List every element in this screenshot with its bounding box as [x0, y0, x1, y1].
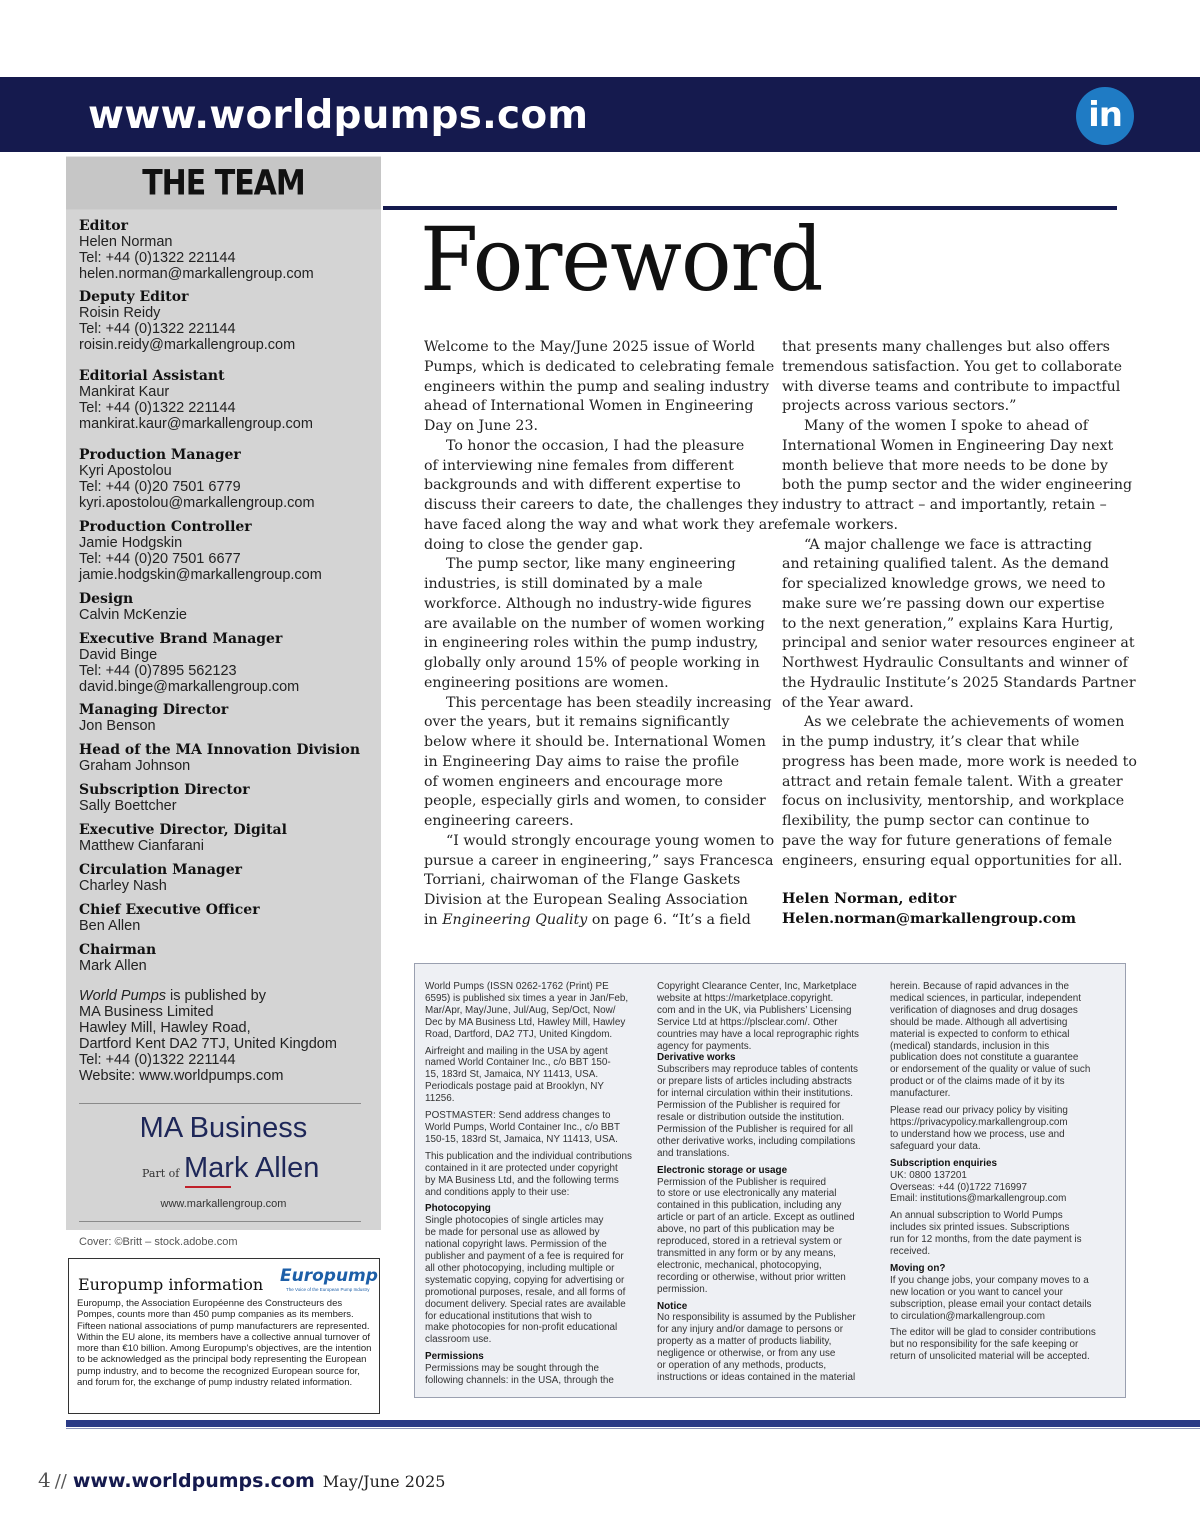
legal-line: received.: [890, 1246, 931, 1258]
article-line: of the Year award.: [782, 694, 914, 711]
issue-date: May/June 2025: [322, 1472, 446, 1491]
legal-line: or operation of any methods, products,: [657, 1360, 827, 1372]
legal-line: includes six printed issues. Subscriptions: [890, 1222, 1070, 1234]
role-title: Production Manager: [79, 447, 241, 463]
team-role: [79, 519, 322, 583]
europump-title: Europump information: [78, 1275, 264, 1294]
legal-line: and translations.: [657, 1147, 730, 1159]
role-detail: kyri.apostolou@markallengroup.com: [79, 495, 315, 511]
article-line: [424, 911, 764, 931]
legal-line: all other photocopying, including multiple or: [425, 1262, 615, 1274]
article-line: month believe that more needs to be done by: [782, 457, 1108, 474]
legal-line: If you change jobs, your company moves to a: [890, 1274, 1089, 1286]
publication-name: World Pumps: [79, 988, 167, 1004]
publisher-line: MA Business Limited: [79, 1004, 214, 1020]
article-line: principal and senior water resources engineer at: [782, 635, 1135, 652]
legal-line: World Pumps (ISSN 0262-1762 (Print) PE: [425, 981, 609, 992]
legal-line: to circulation@markallengroup.com: [890, 1310, 1045, 1322]
legal-line: https://privacypolicy.markallengroup.com: [890, 1116, 1068, 1128]
article-line: doing to close the gender gap.: [424, 536, 644, 553]
team-role: [79, 631, 299, 695]
article-line: Division at the European Sealing Association: [424, 892, 748, 908]
article-line: that presents many challenges but also offers: [782, 339, 1110, 355]
article-column-2: [782, 338, 1137, 930]
legal-line: or endorsement of the quality or value of such: [890, 1064, 1091, 1076]
legal-line: This publication and the individual contributions: [425, 1150, 632, 1162]
article-line: flexibility, the pump sector can continue to: [782, 813, 1090, 829]
team-role: [79, 368, 313, 432]
article-column-1: [424, 338, 783, 931]
legal-line: should be made. Although all advertising: [890, 1016, 1068, 1028]
publisher-line: Tel: +44 (0)1322 221144: [79, 1052, 236, 1068]
legal-line: Airfreight and mailing in the USA by agent: [425, 1045, 608, 1057]
legal-line: contained in this publication, including any: [657, 1200, 842, 1212]
legal-line: Please read our privacy policy by visiting: [890, 1105, 1068, 1117]
article-line: attract and retain female talent. With a greater: [782, 773, 1123, 790]
article-line: Welcome to the May/June 2025 issue of World: [424, 339, 755, 355]
bottom-rule-thin: [66, 1428, 1200, 1429]
article-line: engineering positions are women.: [424, 674, 669, 691]
cover-credit: Cover: ©Britt – stock.adobe.com: [79, 1236, 238, 1248]
publisher-line: Dartford Kent DA2 7TJ, United Kingdom: [79, 1036, 337, 1052]
legal-column-1: [425, 981, 655, 1387]
role-detail: mankirat.kaur@markallengroup.com: [79, 416, 313, 432]
article-line: To honor the occasion, I had the pleasure: [446, 437, 745, 454]
legal-line: national copyright laws. Permission of the: [425, 1239, 607, 1251]
legal-line: agency for payments.: [657, 1040, 752, 1052]
section-reference: Engineering Quality: [442, 911, 588, 928]
article-line: below where it should be. International Women: [424, 734, 766, 750]
legal-line: be made for personal use as allowed by: [425, 1227, 600, 1239]
publisher-intro: is published by: [166, 988, 266, 1004]
legal-line: Permission of the Publisher is required: [657, 1176, 827, 1188]
role-title: Subscription Director: [79, 782, 250, 798]
legal-column-3: [890, 981, 1120, 1363]
legal-line: (medical) standards, inclusion in this: [890, 1040, 1050, 1052]
legal-line: recording or otherwise, without prior written: [657, 1271, 846, 1283]
role-title: Executive Brand Manager: [79, 631, 283, 647]
article-line: tremendous satisfaction. You get to collaborate: [782, 358, 1123, 375]
legal-line: by MA Business Ltd, and the following terms: [425, 1174, 619, 1186]
role-title: Editorial Assistant: [79, 368, 225, 384]
legal-heading: Photocopying: [425, 1203, 491, 1215]
legal-line: Single photocopies of single articles may: [425, 1215, 604, 1227]
role-detail: Ben Allen: [79, 918, 141, 934]
legal-line: Mar/Apr, May/June, Jul/Aug, Sep/Oct, Now/: [425, 1004, 616, 1016]
article-line: in Engineering Day aims to raise the profile: [424, 753, 740, 770]
legal-line: classroom use.: [425, 1334, 492, 1346]
legal-line: Subscribers may reproduce tables of contents: [657, 1064, 858, 1076]
legal-line: reproduced, stored in a retrieval system or: [657, 1236, 842, 1248]
article-line: the Hydraulic Institute’s 2025 Standards Partner: [782, 674, 1136, 691]
role-detail: jamie.hodgskin@markallengroup.com: [79, 567, 322, 583]
role-detail: Tel: +44 (0)1322 221144: [79, 321, 236, 337]
publisher-line: Website: www.worldpumps.com: [79, 1068, 284, 1084]
footer-url[interactable]: www.worldpumps.com: [72, 1470, 315, 1492]
legal-line: Copyright Clearance Center, Inc, Marketplace: [657, 981, 857, 992]
article-line: Northwest Hydraulic Consultants and winner of: [782, 655, 1128, 671]
role-detail: Tel: +44 (0)1322 221144: [79, 250, 236, 266]
role-detail: Mankirat Kaur: [79, 384, 170, 400]
role-detail: Tel: +44 (0)20 7501 6779: [79, 479, 241, 495]
europump-box: [68, 1258, 380, 1414]
legal-box: [414, 963, 1126, 1398]
bottom-rule: [66, 1420, 1200, 1427]
publisher-line: Hawley Mill, Hawley Road,: [79, 1020, 251, 1036]
role-title: Design: [79, 591, 134, 607]
article-line: for specialized knowledge grows, we need to: [782, 576, 1106, 592]
role-detail: Jon Benson: [79, 718, 156, 734]
team-role: [79, 591, 187, 623]
article-line: engineers, ensuring equal opportunities for all.: [782, 852, 1123, 869]
page-number: 4: [38, 1468, 51, 1492]
article-line: make sure we’re passing down our expertise: [782, 595, 1105, 612]
mark-allen-logo: Mark Allen: [184, 1152, 320, 1184]
legal-line: product or of the claims made of it by its: [890, 1076, 1065, 1088]
legal-line: Permission of the Publisher is required for: [657, 1100, 841, 1112]
role-detail: Tel: +44 (0)7895 562123: [79, 663, 237, 679]
legal-line: verification of diagnoses and drug dosages: [890, 1004, 1078, 1016]
legal-line: medical sciences, in particular, independent: [890, 992, 1082, 1004]
legal-line: property as a matter of products liability,: [657, 1336, 832, 1348]
legal-line: The editor will be glad to consider contributions: [890, 1327, 1096, 1339]
logo-underline: [185, 1186, 231, 1188]
role-detail: david.binge@markallengroup.com: [79, 679, 300, 695]
team-role: [79, 822, 287, 854]
article-line: over the years, but it remains significantly: [424, 714, 730, 731]
role-title: Circulation Manager: [79, 862, 242, 878]
article-line: industries, is still dominated by a male: [424, 576, 703, 592]
divider: [79, 1103, 361, 1104]
team-role: [79, 862, 242, 894]
role-detail: Kyri Apostolou: [79, 463, 172, 479]
team-panel: [66, 160, 381, 1230]
legal-line: for educational institutions that wish to: [425, 1310, 592, 1322]
legal-line: material is expected to conform to ethical: [890, 1028, 1070, 1040]
legal-line: UK: 0800 137201: [890, 1169, 967, 1181]
legal-heading: Derivative works: [657, 1052, 736, 1064]
team-role: [79, 942, 156, 974]
article-line: of interviewing nine females from different: [424, 457, 734, 474]
article-line: industry to attract – and importantly, retain –: [782, 497, 1107, 513]
article-line: in the pump industry, it’s clear that while: [782, 734, 1080, 750]
ma-business-logo: MA Business: [139, 1112, 308, 1144]
legal-line: above, no part of this publication may be: [657, 1224, 835, 1236]
legal-line: run for 12 months, from the date payment is: [890, 1234, 1082, 1246]
legal-line: make photocopies for non-profit educational: [425, 1322, 618, 1334]
europump-logo: Europump: [280, 1266, 378, 1286]
legal-line: 11256.: [425, 1093, 455, 1105]
legal-line: No responsibility is assumed by the Publisher: [657, 1312, 856, 1324]
article-line: both the pump sector and the wider engineering: [782, 477, 1133, 494]
ma-url[interactable]: www.markallengroup.com: [160, 1198, 287, 1210]
legal-line: publication does not constitute a guarantee: [890, 1052, 1079, 1064]
article-line: progress has been made, more work is needed to: [782, 753, 1137, 770]
article-line: to the next generation,” explains Kara Hurtig,: [782, 615, 1114, 632]
article-line: and retaining qualified talent. As the demand: [782, 556, 1110, 573]
article-title: Foreword: [420, 208, 823, 311]
legal-line: systematic copying, copying for advertising or: [425, 1274, 625, 1286]
legal-line: and conditions apply to their use:: [425, 1186, 570, 1198]
article-line: people, especially girls and women, to consider: [424, 793, 766, 810]
legal-line: for any injury and/or damage to persons or: [657, 1324, 844, 1336]
legal-line: Periodicals postage paid at Brooklyn, NY: [425, 1081, 604, 1093]
legal-line: transmitted in any form or by any means,: [657, 1247, 836, 1259]
publisher-info: [79, 988, 337, 1084]
article-line: are available on the number of women working: [424, 615, 765, 632]
footer-separator: //: [54, 1471, 67, 1492]
part-of-label: Part of: [142, 1167, 180, 1180]
legal-line: contained in it are protected under copyright: [425, 1162, 618, 1174]
legal-column-2: [657, 981, 887, 1384]
role-title: Head of the MA Innovation Division: [79, 742, 361, 758]
role-detail: Mark Allen: [79, 958, 147, 974]
role-detail: roisin.reidy@markallengroup.com: [79, 337, 296, 353]
team-role: [79, 902, 260, 934]
team-role: [79, 218, 314, 282]
europump-text: Europump, the Association Européenne des Constructeurs des Pompes, counts more than 450 pump companies as its members. Fifteen national associations of pump manufacturers are represented. Within the EU alone, its members have a collective annual turnover of more than €10 billion. Among Europump's objectives, are the intention to be acknowledged as the principal body representing the European pump industry, and to become the recognized European source for, and forum for, the exchange of pump industry related information.: [77, 1298, 372, 1389]
legal-line: or prepare lists of articles including abstracts: [657, 1076, 852, 1088]
legal-line: negligence or otherwise, or from any use: [657, 1348, 836, 1360]
role-title: Deputy Editor: [79, 289, 189, 305]
legal-heading: Notice: [657, 1300, 688, 1312]
legal-line: resale or distribution outside the institution.: [657, 1111, 845, 1123]
role-detail: Roisin Reidy: [79, 305, 161, 321]
article-line: workforce. Although no industry-wide figures: [424, 595, 752, 612]
legal-line: Permissions may be sought through the: [425, 1363, 600, 1375]
legal-line: following channels: in the USA, through the: [425, 1375, 614, 1387]
article-line: focus on inclusivity, mentorship, and workplace: [782, 793, 1125, 810]
site-url[interactable]: www.worldpumps.com: [88, 93, 589, 138]
text-run: on page 6. “It’s a field: [587, 911, 751, 928]
article-line: female workers.: [782, 516, 899, 533]
legal-line: countries may have a local reprographic rights: [657, 1028, 859, 1040]
legal-line: com and in the UK, via Publishers’ Licensing: [657, 1004, 852, 1016]
role-detail: David Binge: [79, 647, 158, 663]
role-detail: Charley Nash: [79, 878, 167, 894]
article-line: As we celebrate the achievements of women: [804, 714, 1125, 731]
legal-line: permission.: [657, 1283, 708, 1295]
role-detail: Helen Norman: [79, 234, 173, 250]
legal-heading: Subscription enquiries: [890, 1157, 997, 1169]
article-line: discuss their careers to date, the challenges they: [424, 497, 779, 513]
header-banner: [0, 77, 1200, 152]
text-run: in: [424, 911, 443, 928]
europump-tagline: The Voice of the European Pump Industry: [286, 1287, 370, 1292]
article-line: backgrounds and with different expertise to: [424, 477, 741, 494]
author-signature: Helen Norman, editor: [782, 891, 957, 908]
article-line: globally only around 15% of people working in: [424, 655, 760, 671]
team-role: [79, 447, 315, 511]
team-role: [79, 702, 228, 734]
legal-line: named World Container Inc., c/o BBT 150-: [425, 1057, 611, 1069]
article-line: engineers within the pump and sealing industry: [424, 378, 770, 395]
team-role: [79, 289, 295, 353]
legal-line: website at https://marketplace.copyright.: [657, 992, 834, 1004]
article-line: The pump sector, like many engineering: [446, 556, 736, 573]
role-detail: helen.norman@markallengroup.com: [79, 266, 314, 282]
legal-line: 15, 183rd St, Jamaica, NY 11413, USA.: [425, 1069, 599, 1081]
role-detail: Tel: +44 (0)20 7501 6677: [79, 551, 241, 567]
linkedin-icon[interactable]: in: [1076, 87, 1134, 145]
legal-line: document delivery. Special rates are available: [425, 1298, 626, 1310]
role-title: Editor: [79, 218, 128, 234]
legal-line: Road, Dartford, DA2 7TJ, United Kingdom.: [425, 1028, 613, 1040]
legal-line: safeguard your data.: [890, 1140, 981, 1152]
role-detail: Matthew Cianfarani: [79, 838, 204, 854]
legal-line: instructions or ideas contained in the material: [657, 1372, 856, 1383]
article-line: International Women in Engineering Day next: [782, 437, 1114, 454]
role-detail: Jamie Hodgskin: [79, 535, 183, 551]
legal-line: POSTMASTER: Send address changes to: [425, 1110, 611, 1122]
role-title: Chairman: [79, 942, 157, 958]
legal-line: promotional purposes, resale, and all forms of: [425, 1286, 626, 1298]
legal-line: subscription, please email your contact details: [890, 1298, 1092, 1310]
legal-line: return of unsolicited material will be accepted.: [890, 1351, 1090, 1363]
article-line: “A major challenge we face is attracting: [804, 536, 1092, 553]
legal-line: Overseas: +44 (0)1722 716997: [890, 1181, 1027, 1193]
article-line: projects across various sectors.”: [782, 398, 1017, 415]
article-line: This percentage has been steadily increasing: [446, 694, 772, 711]
team-role: [79, 782, 250, 814]
legal-line: but no responsibility for the safe keeping or: [890, 1339, 1079, 1351]
team-role: [79, 742, 360, 774]
role-detail: Tel: +44 (0)1322 221144: [79, 400, 236, 416]
article-line: Day on June 23.: [424, 418, 538, 434]
legal-line: to understand how we process, use and: [890, 1128, 1065, 1140]
legal-line: to store or use electronically any material: [657, 1188, 837, 1200]
article-line: Torriani, chairwoman of the Flange Gaskets: [424, 872, 741, 889]
author-email: Helen.norman@markallengroup.com: [782, 911, 1077, 927]
legal-line: 150-15, 183rd St, Jamaica, NY 11413, USA.: [425, 1133, 618, 1145]
legal-line: Permission of the Publisher is required for all: [657, 1123, 853, 1135]
legal-heading: Moving on?: [890, 1262, 946, 1274]
legal-line: Dec by MA Business Ltd, Hawley Mill, Hawley: [425, 1016, 626, 1028]
legal-line: An annual subscription to World Pumps: [890, 1210, 1063, 1222]
divider: [79, 1221, 361, 1222]
role-detail: Calvin McKenzie: [79, 607, 187, 623]
legal-line: manufacturer.: [890, 1088, 951, 1100]
legal-line: herein. Because of rapid advances in the: [890, 981, 1069, 992]
team-heading: THE TEAM: [66, 157, 381, 210]
article-line: Pumps, which is dedicated to celebrating female: [424, 358, 775, 375]
role-title: Production Controller: [79, 519, 252, 535]
legal-line: Service Ltd at https://plsclear.com/. Other: [657, 1016, 838, 1028]
legal-line: article or part of an article. Except as outlined: [657, 1212, 855, 1224]
role-detail: Sally Boettcher: [79, 798, 177, 814]
legal-line: for internal circulation within their institutions.: [657, 1088, 853, 1100]
role-title: Executive Director, Digital: [79, 822, 287, 838]
legal-line: publisher and payment of a fee is required for: [425, 1251, 624, 1263]
article-line: in engineering roles within the pump industry,: [424, 635, 759, 652]
legal-line: 6595) is published six times a year in Jan/Feb,: [425, 992, 629, 1004]
article-line: ahead of International Women in Engineering: [424, 398, 754, 415]
page-footer: [38, 1468, 445, 1492]
article-line: “I would strongly encourage young women to: [446, 832, 775, 849]
article-line: pave the way for future generations of female: [782, 832, 1113, 849]
legal-line: new location or you want to cancel your: [890, 1286, 1063, 1298]
article-line: have faced along the way and what work they are: [424, 516, 783, 533]
legal-line: Email: institutions@markallengroup.com: [890, 1193, 1067, 1205]
legal-line: electronic, mechanical, photocopying,: [657, 1259, 822, 1271]
article-line: pursue a career in engineering,” says Francesca: [424, 852, 774, 869]
role-detail: Graham Johnson: [79, 758, 191, 774]
legal-heading: Electronic storage or usage: [657, 1164, 788, 1176]
legal-line: World Pumps, World Container Inc., c/o BBT: [425, 1121, 621, 1133]
article-line: engineering careers.: [424, 813, 574, 829]
role-title: Managing Director: [79, 702, 229, 718]
legal-heading: Permissions: [425, 1351, 484, 1363]
article-line: with diverse teams and contribute to impactful: [782, 378, 1121, 395]
legal-line: other derivative works, including compilations: [657, 1135, 856, 1147]
article-line: of women engineers and encourage more: [424, 773, 723, 790]
role-title: Chief Executive Officer: [79, 902, 260, 918]
article-line: Many of the women I spoke to ahead of: [804, 418, 1088, 434]
